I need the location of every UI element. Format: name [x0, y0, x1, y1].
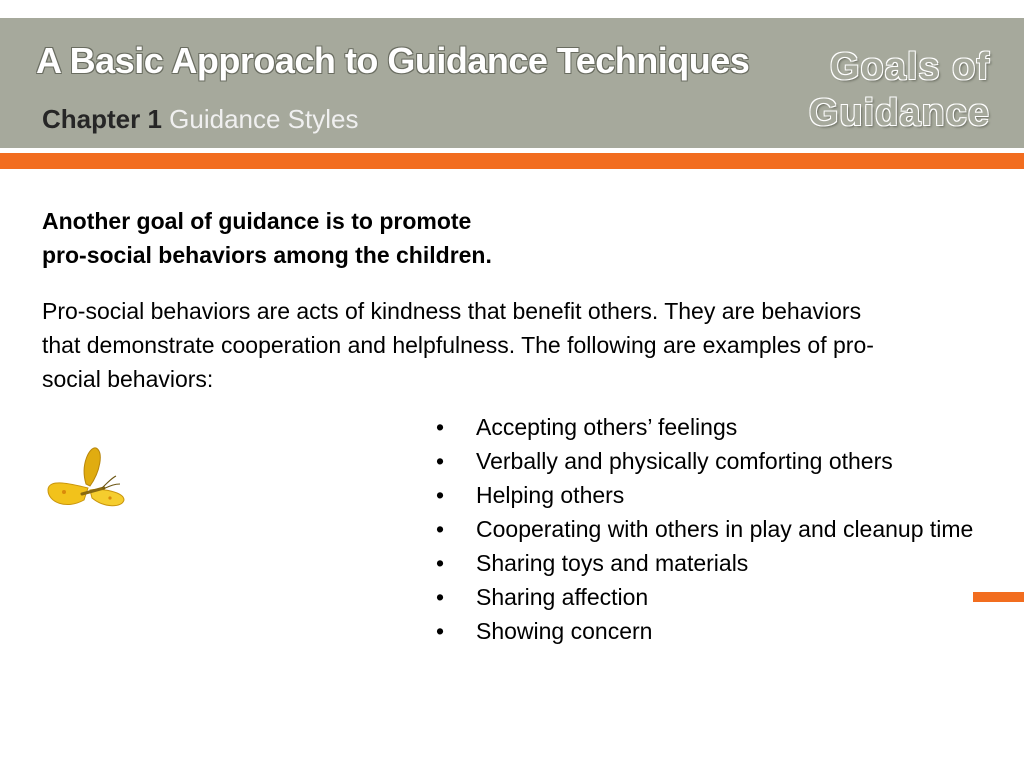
list-item	[434, 478, 1014, 512]
section-label: Guidance Styles	[169, 104, 359, 134]
side-accent-bar	[973, 592, 1024, 602]
list-item-text: Showing concern	[476, 618, 653, 644]
bullet-icon: •	[436, 618, 445, 644]
list-item	[434, 580, 1014, 614]
list-item-text: Helping others	[476, 482, 625, 508]
list-item	[434, 546, 1014, 580]
list-item-text: Accepting others’ feelings	[476, 414, 738, 440]
list-item-text: Verbally and physically comforting others	[476, 448, 893, 474]
slide-title-line-2: Guidance	[808, 92, 990, 134]
list-item	[434, 410, 1014, 444]
chapter-subtitle	[42, 104, 358, 135]
presentation-title: A Basic Approach to Guidance Techniques	[36, 40, 750, 81]
bullet-icon: •	[436, 550, 445, 576]
bullet-icon: •	[436, 448, 445, 474]
list-item	[434, 512, 1014, 546]
header-accent-bar	[0, 153, 1024, 169]
list-item-text: Cooperating with others in play and cleanup time	[476, 516, 974, 542]
chapter-label: Chapter 1	[42, 104, 162, 134]
list-item-text: Sharing affection	[476, 584, 649, 610]
body-paragraph: Pro-social behaviors are acts of kindness that benefit others. They are behaviors that demonstrate cooperation and helpfulness. The following are examples of pro-social behaviors:	[42, 298, 874, 392]
butterfly-icon	[44, 444, 128, 516]
behavior-list	[434, 410, 1014, 648]
lead-line-1: Another goal of guidance is to promote	[42, 208, 472, 234]
lead-statement	[42, 204, 662, 272]
slide-title-line-1: Goals of	[829, 46, 990, 88]
butterfly-wing-spot	[62, 490, 66, 494]
bullet-icon: •	[436, 414, 445, 440]
list-item-text: Sharing toys and materials	[476, 550, 749, 576]
lead-line-2: pro-social behaviors among the children.	[42, 242, 492, 268]
bullet-icon: •	[436, 482, 445, 508]
butterfly-far-wing	[84, 448, 100, 486]
slide-title	[770, 44, 990, 136]
list-item	[434, 614, 1014, 648]
list-item	[434, 444, 1014, 478]
butterfly-wing-spot	[108, 496, 111, 499]
bullet-icon: •	[436, 584, 445, 610]
bullet-icon: •	[436, 516, 445, 542]
